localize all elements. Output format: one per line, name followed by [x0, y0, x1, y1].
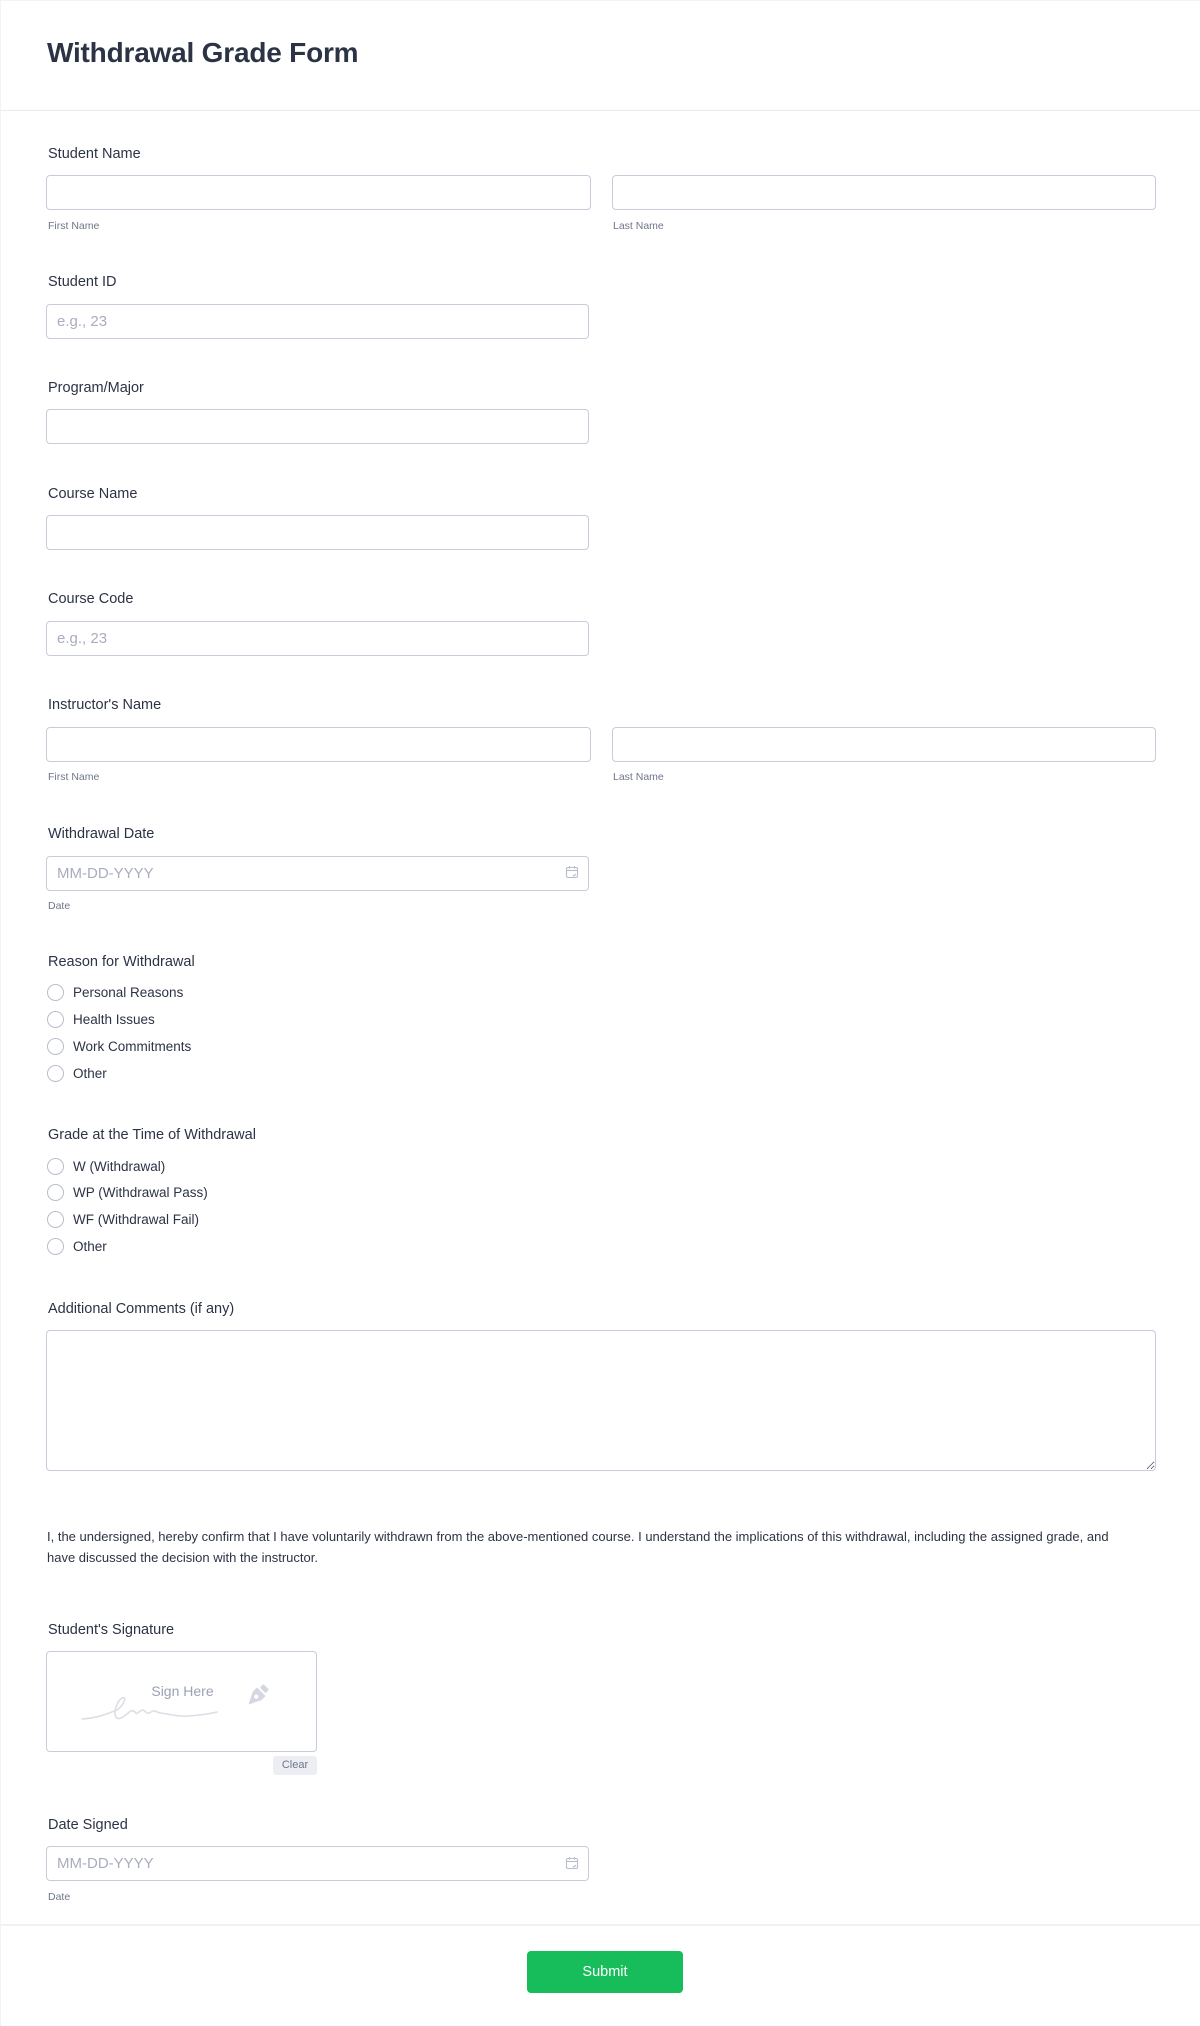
course-code-label: Course Code: [48, 591, 134, 607]
instructor-name-label: Instructor's Name: [48, 697, 162, 713]
student-first-name-sublabel: First Name: [48, 220, 100, 232]
program-major-label: Program/Major: [48, 380, 144, 396]
course-name-label: Course Name: [48, 486, 138, 502]
reason-option-health[interactable]: [47, 1010, 155, 1028]
instructor-first-name-sublabel: First Name: [48, 771, 100, 783]
reason-label: Reason for Withdrawal: [48, 954, 195, 970]
grade-option-wp[interactable]: [47, 1183, 208, 1201]
withdrawal-date-sublabel: Date: [48, 900, 71, 912]
date-signed-input[interactable]: [46, 1846, 589, 1881]
reason-option-other[interactable]: [47, 1064, 107, 1082]
course-code-input[interactable]: [46, 621, 589, 656]
instructor-last-name-input[interactable]: [612, 727, 1156, 762]
date-signed-label: Date Signed: [48, 1817, 128, 1833]
pen-nib-icon: [243, 1682, 271, 1710]
clear-signature-button[interactable]: Clear: [273, 1756, 317, 1775]
radio-label: Work Commitments: [73, 1038, 192, 1054]
radio-button[interactable]: [47, 1065, 64, 1082]
student-last-name-input[interactable]: [612, 175, 1156, 210]
withdrawal-date-label: Withdrawal Date: [48, 826, 155, 842]
grade-option-other[interactable]: [47, 1237, 107, 1255]
student-id-label: Student ID: [48, 274, 117, 290]
radio-button[interactable]: [47, 1038, 64, 1055]
declaration-text: I, the undersigned, hereby confirm that I have voluntarily withdrawn from the above-mentioned course. I understand the implications of this withdrawal, including the assigned grade, and have discussed the decision with the instructor.: [47, 1529, 1109, 1565]
instructor-last-name-sublabel: Last Name: [613, 771, 664, 783]
student-first-name-input[interactable]: [46, 175, 591, 210]
submit-button[interactable]: Submit: [527, 1951, 683, 1993]
grade-label: Grade at the Time of Withdrawal: [48, 1127, 256, 1143]
signature-pad[interactable]: [46, 1651, 317, 1752]
student-last-name-sublabel: Last Name: [613, 220, 664, 232]
comments-textarea[interactable]: [46, 1330, 1156, 1471]
withdrawal-date-input[interactable]: [46, 856, 589, 891]
radio-label: WF (Withdrawal Fail): [73, 1211, 200, 1227]
radio-button[interactable]: [47, 984, 64, 1001]
student-name-label: Student Name: [48, 146, 141, 162]
radio-label: Other: [73, 1065, 107, 1081]
calendar-icon[interactable]: [565, 865, 579, 879]
calendar-icon[interactable]: [565, 1856, 579, 1870]
form-header: [1, 1, 1200, 111]
reason-option-personal[interactable]: [47, 983, 183, 1001]
form-title: Withdrawal Grade Form: [47, 37, 359, 68]
radio-button[interactable]: [47, 1184, 64, 1201]
radio-label: Health Issues: [73, 1011, 155, 1027]
program-major-input[interactable]: [46, 409, 589, 444]
grade-option-w[interactable]: [47, 1157, 165, 1175]
student-id-input[interactable]: [46, 304, 589, 339]
radio-label: W (Withdrawal): [73, 1158, 166, 1174]
radio-button[interactable]: [47, 1158, 64, 1175]
radio-label: WP (Withdrawal Pass): [73, 1184, 208, 1200]
reason-option-work[interactable]: [47, 1037, 191, 1055]
course-name-input[interactable]: [46, 515, 589, 550]
grade-option-wf[interactable]: [47, 1210, 199, 1228]
date-signed-sublabel: Date: [48, 1891, 71, 1903]
radio-button[interactable]: [47, 1011, 64, 1028]
signature-label: Student's Signature: [48, 1622, 175, 1638]
comments-label: Additional Comments (if any): [48, 1301, 235, 1317]
signature-placeholder: Sign Here: [151, 1683, 214, 1699]
radio-label: Other: [73, 1238, 107, 1254]
radio-label: Personal Reasons: [73, 984, 184, 1000]
instructor-first-name-input[interactable]: [46, 727, 591, 762]
radio-button[interactable]: [47, 1211, 64, 1228]
radio-button[interactable]: [47, 1238, 64, 1255]
